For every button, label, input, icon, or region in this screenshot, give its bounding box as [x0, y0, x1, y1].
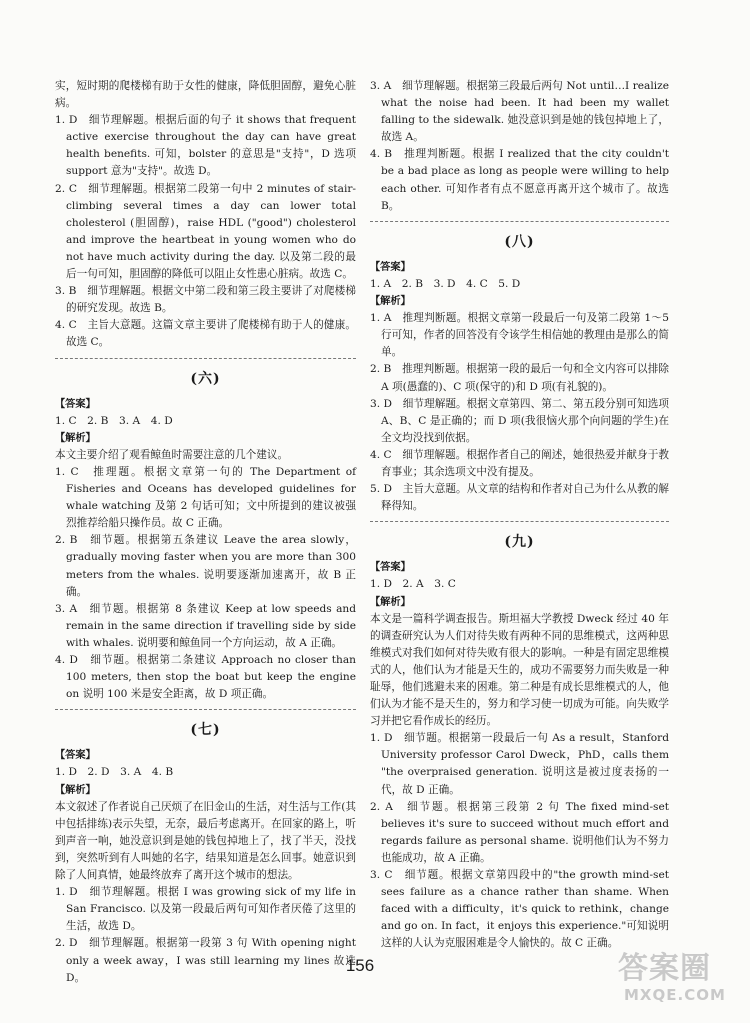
dashed-divider	[370, 221, 669, 222]
dashed-divider	[370, 521, 669, 522]
answer-item: 4. D 细节题。根据第二条建议 Approach no closer than 100 meters, then stop the boat but keep the engine on 说明 100 米是安全距离，故 D 项正确。	[55, 654, 356, 701]
section-title-8: (八)	[504, 233, 535, 250]
watermark-logo	[618, 952, 738, 1016]
answer-item: 4. C 细节理解题。根据作者自己的阐述，她很热爱并献身于教育事业；其余选项文中没有提及。	[370, 448, 669, 478]
section-title-7: (七)	[190, 722, 221, 739]
analysis-summary: 本文主要介绍了观看鲸鱼时需要注意的几个建议。	[55, 448, 289, 461]
analysis-summary: 本文叙述了作者说自己厌烦了在旧金山的生活，对生活与工作(其中包括排练)表示失望，无奈，最后考虑离开。在回家的路上，听到声音一响，她没意识到是她的钱包掉地上了，找了半天，没找到，突然听到有人叫她的名字，结果知道是怎么回事。她意识到除了人间真情，她最终放弃了离开这个城市的想法。	[55, 800, 356, 882]
dashed-divider	[55, 709, 356, 710]
answer-label: 【答案】	[370, 562, 411, 574]
answer-label: 【答案】	[55, 398, 96, 410]
right-column	[370, 78, 669, 953]
analysis-label: 【解析】	[55, 432, 96, 444]
answer-item: 4. C 主旨大意题。这篇文章主要讲了爬楼梯有助于人的健康。故选 C。	[55, 319, 356, 349]
section-title-6: (六)	[190, 370, 221, 387]
answer-item: 1. A 推理判断题。根据文章第一段最后一句及第二段第 1～5 行可知，作者的回答没有令该学生相信她的教理由是那么的简单。	[370, 312, 669, 359]
answer-item: 3. C 细节题。根据文章第四段中的"the growth mind-set sees failure as a chance rather than shame. When faced with a difficulty，it's quick to rethink，change and go on. In fact，it enjoys this experience."可知说明这样的人认为克服困难是令人愉快的。故 C 正确。	[370, 869, 669, 950]
section-title-9: (九)	[504, 534, 535, 551]
answer-key: 1. C 2. B 3. A 4. D	[55, 414, 173, 427]
answer-item: 2. D 细节理解题。根据第一段第 3 句 With opening night only a week away，I was still learning my lines 故选 D。	[55, 937, 356, 984]
answer-item: 2. C 细节理解题。根据第二段第一句中 2 minutes of stair-climbing several times a day can lower total cholesterol (胆固醇)，raise HDL ("good") cholesterol and improve the heartbeat in young women who do not have much activity during the day. 以及第二段的最后一句可知，胆固醇的降低可以阻止女性患心脏病。故选 C。	[55, 182, 356, 281]
answer-key: 1. A 2. B 3. D 4. C 5. D	[370, 277, 521, 290]
answer-item: 1. C 推理题。根据文章第一句的 The Department of Fisheries and Oceans has developed guidelines for whale watching 及第 2 句话可知；文中所提到的建议被强烈推荐给船只操作员。故 C 正确。	[55, 465, 356, 530]
analysis-label: 【解析】	[370, 296, 411, 308]
answer-item: 1. D 细节题。根据第一段最后一句 As a result，Stanford University professor Carol Dweck，PhD，calls them "the overpraised generation. 说明这是被过度表扬的一代，故 D 正确。	[370, 732, 669, 796]
answer-item: 3. A 细节理解题。根据第三段最后两句 Not until…I realize what the noise had been. It had been my wallet falling to the sidewalk. 她没意识到是她的钱包掉地上了，故选 A。	[370, 80, 669, 144]
answer-item: 3. D 细节理解题。根据文章第四、第二、第五段分别可知选项 A、B、C 是正确的；而 D 项(我很恼火那个向问题的学生)在全文均没找到依据。	[370, 397, 669, 444]
answer-item: 2. B 细节题。根据第五条建议 Leave the area slowly，gradually moving faster when you are more than 300 meters from the whales. 说明要逐渐加速离开，故 B 正确。	[55, 534, 356, 598]
analysis-label: 【解析】	[55, 784, 96, 796]
analysis-label: 【解析】	[370, 596, 411, 608]
answer-item: 2. B 推理判断题。根据第一段的最后一句和全文内容可以排除 A 项(愚蠢的)、C 项(保守的)和 D 项(有礼貌的)。	[370, 363, 669, 393]
answer-label: 【答案】	[370, 261, 411, 273]
answer-label: 【答案】	[55, 750, 96, 762]
answer-item: 1. D 细节理解题。根据 I was growing sick of my life in San Francisco. 以及第一段最后两句可知作者厌倦了这里的生活，故选 D。	[55, 886, 356, 933]
answer-item: 5. D 主旨大意题。从文章的结构和作者对自己为什么从教的解释得知。	[370, 483, 669, 513]
answer-item: 3. B 细节理解题。根据文中第二段和第三段主要讲了对爬楼梯的研究发现。故选 B。	[55, 285, 356, 315]
analysis-summary: 本文是一篇科学调查报告。斯坦福大学教授 Dweck 经过 40 年的调查研究认为人们对待失败有两种不同的思维模式，这两种思维模式对我们如何对待失败有很大的影响。一种是有固定思维模式的人，他们认为才能是天生的，成功不需要努力而失败是一种耻辱，他们逃避未来的困难。第二种是有成长思维模式的人，他们认为才能不是天生的，努力和学习使一切成为可能。向失败学习并把它看作成长的经历。	[370, 612, 669, 728]
answer-item: 2. A 细节题。根据第三段第 2 句 The fixed mind-set believes it's sure to succeed without much effort and regards failure as personal shame. 说明他们认为不努力也能成功，故 A 正确。	[370, 800, 669, 864]
answer-key: 1. D 2. D 3. A 4. B	[55, 766, 174, 779]
left-column	[55, 78, 356, 987]
page-number: 156	[345, 956, 375, 975]
watermark-main-text: 答案圈	[618, 951, 711, 986]
answer-item: 1. D 细节理解题。根据后面的句子 it shows that frequent active exercise throughout the day can have great health benefits. 可知，bolster 的意思是"支持"，D 选项 support 意为"支持"。故选 D。	[55, 114, 356, 178]
dashed-divider	[55, 358, 356, 359]
answer-item: 3. A 细节题。根据第 8 条建议 Keep at low speeds and remain in the same direction if travelling side by side with whales. 说明要和鲸鱼同一个方向运动，故 A 正确。	[55, 602, 356, 649]
watermark-url-text: MXQE.COM	[624, 986, 726, 1004]
answer-key: 1. D 2. A 3. C	[370, 578, 456, 591]
continued-paragraph: 实，短时期的爬楼梯有助于女性的健康，降低胆固醇，避免心脏病。	[55, 80, 356, 110]
answer-item: 4. B 推理判断题。根据 I realized that the city couldn't be a bad place as long as people were willing to help each other. 可知作者有点不愿意再离开这个城市了。故选 B。	[370, 148, 669, 212]
